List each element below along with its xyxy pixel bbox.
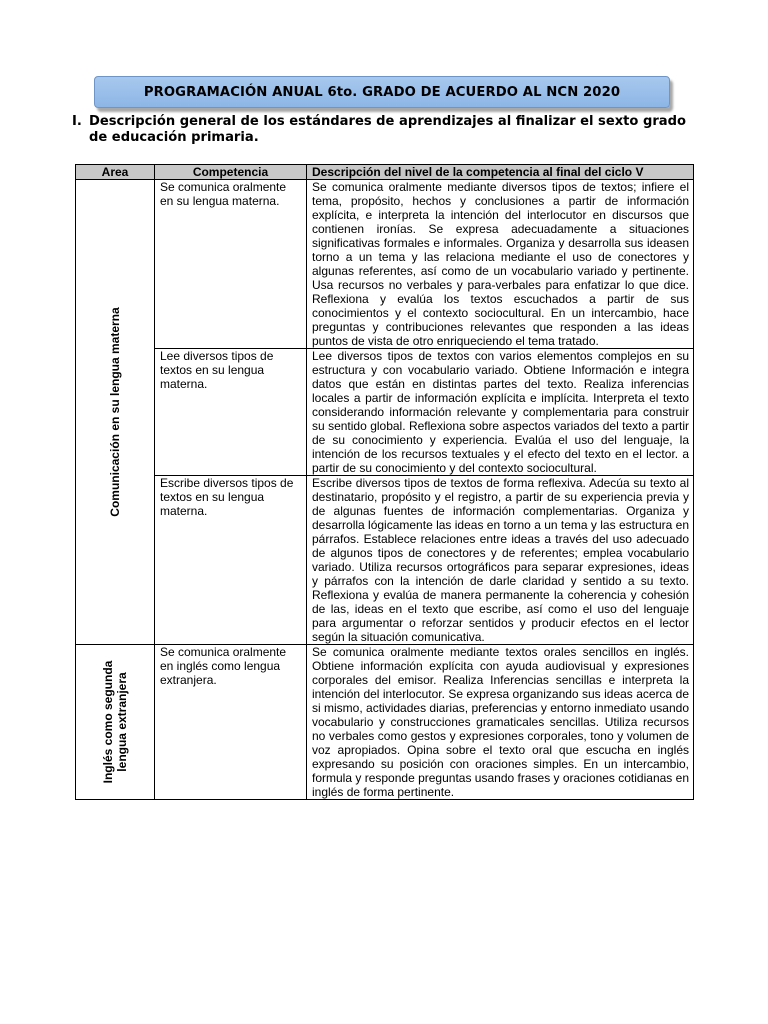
table-row xyxy=(76,645,694,800)
competencia-cell: Se comunica oralmente en inglés como lengua extranjera. xyxy=(155,645,307,800)
header-competencia: Competencia xyxy=(155,165,307,180)
area-label: Inglés como segunda lengua extranjera xyxy=(101,660,129,784)
standards-table xyxy=(75,164,694,800)
descripcion-cell: Se comunica oralmente mediante diversos tipos de textos; infiere el tema, propósito, hechos y conclusiones a partir de información explícita, e interpreta la intención del interlocutor en discursos que contienen ironías. Se expresa adecuadamente a situaciones significativas formales e informales. Organiza y desarrolla sus ideasen torno a un tema y las relaciona mediante el uso de conectores y algunas referentes, así como de un vocabulario variado y pertinente. Usa recursos no verbales y para-verbales para enfatizar lo que dice. Reflexiona y evalúa los textos escuchados a partir de sus conocimientos y el contexto sociocultural. En un intercambio, hace preguntas y contribuciones relevantes que responden a las ideas puntos de vista de otro enriqueciendo el tema tratado. xyxy=(307,180,694,349)
table-header-row xyxy=(76,165,694,180)
descripcion-cell: Se comunica oralmente mediante textos orales sencillos en inglés. Obtiene información explícita con ayuda audiovisual y expresiones corporales del emisor. Realiza Inferencias sencillas e interpreta la intención del interlocutor. Se expresa organizando sus ideas acerca de si mismo, actividades diarias, preferencias y entorno inmediato usando vocabulario y construcciones gramaticales sencillas. Utiliza recursos no verbales como gestos y expresiones corporales, tono y volumen de voz apropiados. Opina sobre el texto oral que escucha en inglés expresando su posición con oraciones simples. En un intercambio, formula y responde preguntas usando frases y oraciones cotidianas en inglés de forma pertinente. xyxy=(307,645,694,800)
descripcion-cell: Lee diversos tipos de textos con varios elementos complejos en su estructura y con vocabulario variado. Obtiene Información e integra datos que están en distintas partes del texto. Realiza inferencias locales a partir de información explícita e implícita. Interpreta el texto considerando información relevante y complementaria para construir su sentido global. Reflexiona sobre aspectos variados del texto a partir de su conocimiento y experiencia. Evalúa el uso del lenguaje, la intención de los recursos textuales y el efecto del texto en el lector. a partir de su conocimiento y del contexto sociocultural. xyxy=(307,349,694,476)
table-row xyxy=(76,476,694,645)
section-heading xyxy=(72,114,696,146)
area-cell-ingles xyxy=(76,645,155,800)
title-banner xyxy=(94,76,670,108)
page-title: PROGRAMACIÓN ANUAL 6to. GRADO DE ACUERDO AL NCN 2020 xyxy=(143,84,621,100)
competencia-cell: Lee diversos tipos de textos en su lengua materna. xyxy=(155,349,307,476)
area-cell-comunicacion xyxy=(76,180,155,645)
section-heading-text: Descripción general de los estándares de aprendizajes al finalizar el sexto grado de educación primaria. xyxy=(89,114,686,145)
header-area: Area xyxy=(76,165,155,180)
descripcion-cell: Escribe diversos tipos de textos de forma reflexiva. Adecúa su texto al destinatario, propósito y el registro, a partir de su experiencia previa y de algunas fuentes de información complementarias. Organiza y desarrolla lógicamente las ideas en torno a un tema y las estructura en párrafos. Establece relaciones entre ideas a través del uso adecuado de algunos tipos de conectores y de referentes; emplea vocabulario variado. Utiliza recursos ortográficos para separar expresiones, ideas y párrafos con la intención de darle claridad y sentido a su texto. Reflexiona y evalúa de manera permanente la coherencia y cohesión de las, ideas en el texto que escribe, así como el uso del lenguaje para argumentar o reforzar sentidos y producir efectos en el lector según la situación comunicativa. xyxy=(307,476,694,645)
area-label: Comunicación en su lengua materna xyxy=(108,307,122,517)
competencia-cell: Escribe diversos tipos de textos en su lengua materna. xyxy=(155,476,307,645)
table-row xyxy=(76,180,694,349)
competencia-cell: Se comunica oralmente en su lengua materna. xyxy=(155,180,307,349)
header-descripcion: Descripción del nivel de la competencia al final del ciclo V xyxy=(307,165,694,180)
table-row xyxy=(76,349,694,476)
section-number: I. xyxy=(72,114,82,129)
